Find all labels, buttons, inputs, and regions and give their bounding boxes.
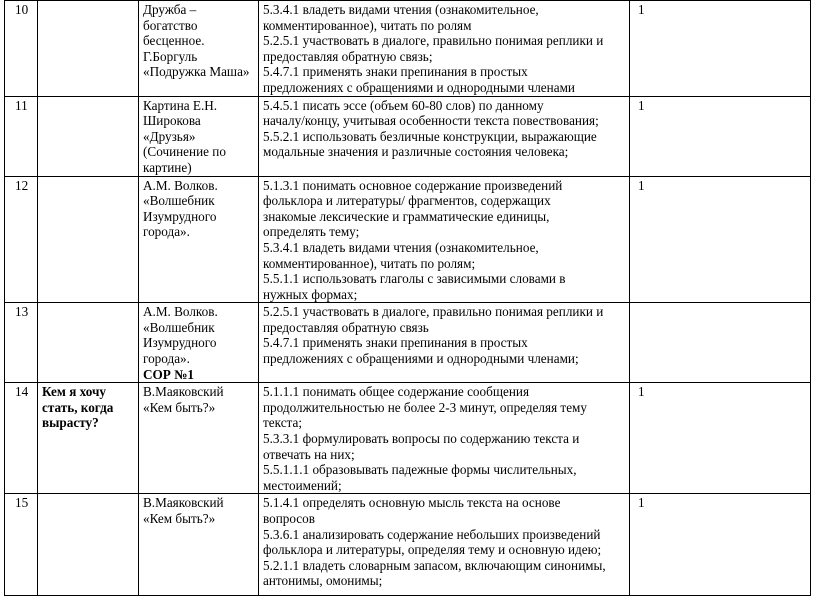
objective-line: 5.3.3.1 формулировать вопросы по содержанию текста и <box>263 431 580 447</box>
lesson-title-cell <box>139 96 259 176</box>
objective-line: модальные значения и различные состояния человека; <box>263 144 569 160</box>
objective-line: продолжительностью не более 2-3 минут, определяя тему <box>263 399 587 415</box>
learning-objectives-cell <box>259 176 630 303</box>
table-row <box>5 1 811 97</box>
objective-line: фольклора и литературы, определяя тему и основную идею; <box>263 542 602 558</box>
topic-cell <box>38 1 139 97</box>
objective-line: 5.5.1.1 использовать глаголы с зависимыми словами в <box>263 271 566 287</box>
assessment-label: СОР №1 <box>143 366 194 382</box>
objective-line: 5.3.6.1 анализировать содержание небольших произведений <box>263 526 601 542</box>
lesson-title-line: «Волшебник <box>143 193 215 209</box>
table-row <box>5 494 811 596</box>
objective-line: 5.1.1.1 понимать общее содержание сообщения <box>263 384 530 400</box>
learning-objectives-cell <box>259 494 630 596</box>
objective-line: началу/концу, учитывая особенности текста повествования; <box>263 113 599 129</box>
lesson-title-cell <box>139 383 259 494</box>
objective-line: 5.5.2.1 использовать безличные конструкции, выражающие <box>263 128 597 144</box>
topic-cell: Кем я хочу стать, когда вырасту? <box>38 383 139 494</box>
objective-line: комментированное), читать по ролям; <box>263 255 476 271</box>
lesson-title-line: Г.Боргуль <box>143 48 198 64</box>
objective-line: 5.2.5.1 участвовать в диалоге, правильно понимая реплики и <box>263 33 604 49</box>
lesson-title-cell <box>139 176 259 303</box>
table-row <box>5 96 811 176</box>
hours-cell: 1 <box>630 1 811 97</box>
objective-line: 5.1.3.1 понимать основное содержание произведений <box>263 177 563 193</box>
objective-line: предложениях с обращениями и однородными членами; <box>263 351 579 367</box>
lesson-title-cell <box>139 303 259 383</box>
objective-line: 5.5.1.1.1 образовывать падежные формы числительных, <box>263 462 577 478</box>
lesson-title-line: Картина Е.Н. <box>143 97 218 113</box>
table-row <box>5 303 811 383</box>
lesson-title-cell <box>139 494 259 596</box>
objective-line: предоставляя обратную связь <box>263 319 429 335</box>
lesson-title-line: города». <box>143 224 190 240</box>
lesson-title-line: А.М. Волков. <box>143 177 218 193</box>
lesson-title-line: «Волшебник <box>143 319 215 335</box>
lesson-number: 11 <box>5 96 38 176</box>
lesson-number: 10 <box>5 1 38 97</box>
objective-line: 5.3.4.1 владеть видами чтения (ознакомительное, <box>263 2 539 17</box>
lesson-title-line: «Кем быть?» <box>143 511 216 526</box>
hours-cell: 1 <box>630 96 811 176</box>
lesson-title-line: «Подружка Маша» <box>143 64 250 80</box>
objective-line: антонимы, омонимы; <box>263 573 383 589</box>
objective-line: 5.4.7.1 применять знаки препинания в простых <box>263 335 528 351</box>
table-row <box>5 176 811 303</box>
lesson-number: 13 <box>5 303 38 383</box>
objective-line: 5.2.5.1 участвовать в диалоге, правильно понимая реплики и <box>263 304 604 320</box>
objective-line: предоставляя обратную связь; <box>263 48 433 64</box>
learning-objectives-cell <box>259 383 630 494</box>
lesson-title-line: Изумрудного <box>143 208 217 224</box>
hours-cell <box>630 303 811 383</box>
objective-line: фольклора и литературы/ фрагментов, содержащих <box>263 193 551 209</box>
lesson-title-line: картине) <box>143 159 192 175</box>
objective-line: текста; <box>263 415 302 431</box>
curriculum-table <box>4 0 811 596</box>
objective-line: нужных формах; <box>263 286 358 302</box>
lesson-title-line: В.Маяковский <box>143 384 224 400</box>
lesson-title-line: «Кем быть?» <box>143 399 216 415</box>
learning-objectives-cell <box>259 96 630 176</box>
topic-cell <box>38 494 139 596</box>
objective-line: комментированное), читать по ролям <box>263 17 472 33</box>
learning-objectives-cell <box>259 303 630 383</box>
lesson-title-line: «Друзья» <box>143 128 196 144</box>
lesson-title-line: В.Маяковский <box>143 495 224 511</box>
lesson-title-line: города». <box>143 351 190 367</box>
objective-line: 5.1.4.1 определять основную мысль текста на основе <box>263 495 561 511</box>
objective-line: предложениях с обращениями и однородными членами <box>263 79 575 95</box>
lesson-title-line: (Сочинение по <box>143 144 226 160</box>
lesson-number: 12 <box>5 176 38 303</box>
objective-line: 5.4.7.1 применять знаки препинания в простых <box>263 64 528 80</box>
objective-line: знакомые лексические и грамматические единицы, <box>263 208 550 224</box>
objective-line: 5.2.1.1 владеть словарным запасом, включающим синонимы, <box>263 557 606 573</box>
topic-cell <box>38 96 139 176</box>
lesson-title-cell <box>139 1 259 97</box>
lesson-title-line: Дружба – богатство <box>143 2 198 33</box>
objective-line: 5.3.4.1 владеть видами чтения (ознакомительное, <box>263 239 539 255</box>
topic-cell <box>38 303 139 383</box>
lesson-title-line: Изумрудного <box>143 335 217 351</box>
learning-objectives-cell <box>259 1 630 97</box>
objective-line: 5.4.5.1 писать эссе (объем 60-80 слов) по данному <box>263 97 544 113</box>
objective-line: местоимений; <box>263 477 342 493</box>
objective-line: отвечать на них; <box>263 446 355 462</box>
lesson-number: 14 <box>5 383 38 494</box>
hours-cell: 1 <box>630 176 811 303</box>
objective-line: вопросов <box>263 511 315 526</box>
lesson-title-line: А.М. Волков. <box>143 304 218 320</box>
lesson-title-line: бесценное. <box>143 33 205 49</box>
topic-cell <box>38 176 139 303</box>
objective-line: определять тему; <box>263 224 360 240</box>
lesson-number: 15 <box>5 494 38 596</box>
hours-cell: 1 <box>630 494 811 596</box>
table-row <box>5 383 811 494</box>
hours-cell: 1 <box>630 383 811 494</box>
lesson-title-line: Широкова <box>143 113 201 129</box>
